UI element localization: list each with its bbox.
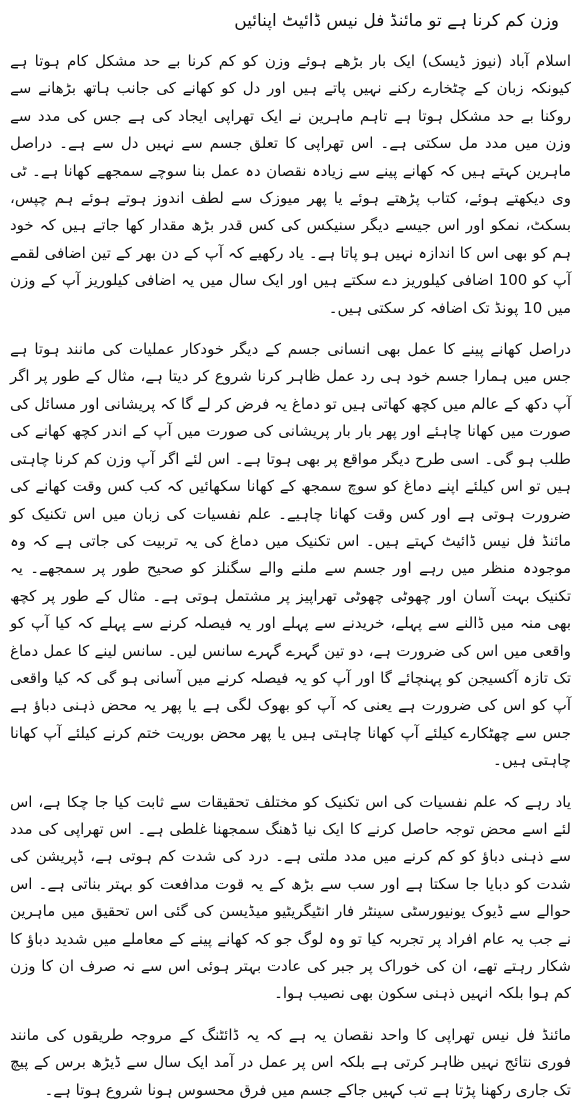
article-paragraph-4: مائنڈ فل نیس تھراپی کا واحد نقصان یہ ہے کہ یہ ڈائٹنگ کے مروجہ طریقوں کی مانند فوری نتائج نہیں ظاہر کرتی ہے بلکہ اس پر عمل در آمد ایک سال سے ڈیڑھ برس کے پیچ تک جاری رکھنا پڑتا ہے تب کہیں جاکے جسم میں فرق محسوس ہونا شروع ہوتا ہے۔ bbox=[10, 1025, 571, 1099]
article-title: وزن کم کرنا ہے تو مائنڈ فل نیس ڈائیٹ اپنائیں bbox=[234, 11, 559, 31]
article-paragraph-1: اسلام آباد (نیوز ڈیسک) ایک بار بڑھے ہوئے وزن کو کم کرنا بے حد مشکل کام ہوتا ہے کیونکہ زبان کے چٹخارے رکنے نہیں پاتے ہیں اور دل کو کھانے کی جانب ہاتھ بڑھانے سے روکنا بے حد مشکل ہوتا ہے تاہم ماہرین نے ایک تھراپی ایجاد کی ہے جس کی مدد سے وزن میں مدد مل سکتی ہے۔ اس تھراپی کا تعلق جسم سے نہیں دل سے ہے۔ دراصل ماہرین کہتے ہیں کہ کھانے پینے سے زیادہ نقصان دہ عمل بنا سوچے سمجھے کھانا ہے۔ ٹی وی دیکھتے ہوئے، کتاب پڑھتے ہوئے یا پھر میوزک سے لطف اندوز ہوتے ہوئے ہم چپس، بسکٹ، نمکو اور اس جیسے دیگر سنیکس کی کس قدر بڑھ مقدار کھا جاتے ہیں کہ خود ہم کو بھی اس کا اندازہ نہیں ہو پاتا ہے۔ یاد رکھیے کہ آپ کے دن بھر کے تین اضافی لقمے آپ کو 100 اضافی کیلوریز دے سکتے ہیں اور ایک سال میں یہ اضافی کیلوریز آپ کے وزن میں 10 پونڈ تک اضافہ کر سکتی ہیں۔ bbox=[10, 52, 572, 317]
article-paragraph-3: یاد رہے کہ علم نفسیات کی اس تکنیک کو مختلف تحقیقات سے ثابت کیا جا چکا ہے، اس لئے اسے محض توجہ حاصل کرنے کا ایک نیا ڈھنگ سمجھنا غلطی ہے۔ اس تھراپی کی مدد سے ذہنی دباؤ کو کم کرنے میں مدد ملتی ہے۔ درد کی شدت کم ہوتی ہے، ڈپریشن کی شدت کو دبایا جا سکتا ہے اور سب سے بڑھ کے یہ قوت مدافعت کو بہتر بناتی ہے۔ اس حوالے سے ڈیوک یونیورسٹی سینٹر فار انٹیگریٹیو میڈیسن کی گئی اس تحقیق میں ماہرین نے جب یہ عام افراد پر تجربہ کیا تو وہ لوگ جو کہ کھانے پینے کے معاملے میں شدید دباؤ کا شکار رہتے تھے، ان کی خوراک پر جبر کی عادت بہتر ہوئی اس سے نہ صرف ان کا وزن کم ہوا بلکہ انہیں ذہنی سکون بھی نصیب ہوا۔ bbox=[10, 792, 571, 1003]
article-paragraph-2: دراصل کھانے پینے کا عمل بھی انسانی جسم کے دیگر خودکار عملیات کی مانند ہوتا ہے جس میں ہمارا جسم خود ہی رد عمل ظاہر کرنا شروع کر دیتا ہے، مثال کے طور پر اگر آپ دکھ کے عالم میں کچھ کھاتی ہیں تو دماغ یہ فرض کر لے گا کہ پریشانی اور مسائل کی صورت میں کھانا چاہئے اور پھر بار بار پریشانی کی صورت میں آپ کے اندر کچھ کھانے کی طلب ہو گی۔ اسی طرح دیگر مواقع پر بھی ہوتا ہے۔ اس لئے اگر آپ وزن کم کرنا چاہتی ہیں تو اس کیلئے اپنے دماغ کو سوچ سمجھ کے کھانا سکھائیں کہ کب کس وقت کھانے کی ضرورت ہوتی ہے اور کس وقت کھانا چاہیے۔ علم نفسیات کی زبان میں اس تکنیک کو مائنڈ فل نیس ڈائیٹ کہتے ہیں۔ اس تکنیک میں دماغ کی یہ تربیت کی جاتی ہے کہ وہ موجودہ منظر میں رہے اور جسم سے ملنے والے سگنلز کو صحیح طور پر سمجھے۔ یہ تکنیک بہت آسان اور چھوٹی چھوٹی تھراپیز پر مشتمل ہوتی ہے۔ مثال کے طور پر کچھ بھی منہ میں ڈالنے سے پہلے، خریدنے سے پہلے اور یہ فیصلہ کرنے سے پہلے کہ کیا آپ کو واقعی میں اس کی ضرورت ہے، دو تین گہرے گہرے سانس لیں۔ سانس لینے کا عمل دماغ تک تازہ آکسیجن کو پہنچائے گا اور آپ کو یہ فیصلہ کرنے میں آسانی ہو گی کہ کیا واقعی آپ کو اس کی ضرورت ہے یعنی کہ آپ کو بھوک لگی ہے یا پھر یہ محض ذہنی دباؤ ہے جس سے چھٹکارے کیلئے آپ کھانا چاہتی ہیں یا پھر محض بوریت ختم کرنے کیلئے آپ کھانا چاہتی ہیں۔ bbox=[10, 340, 571, 770]
article bbox=[10, 8, 571, 1118]
